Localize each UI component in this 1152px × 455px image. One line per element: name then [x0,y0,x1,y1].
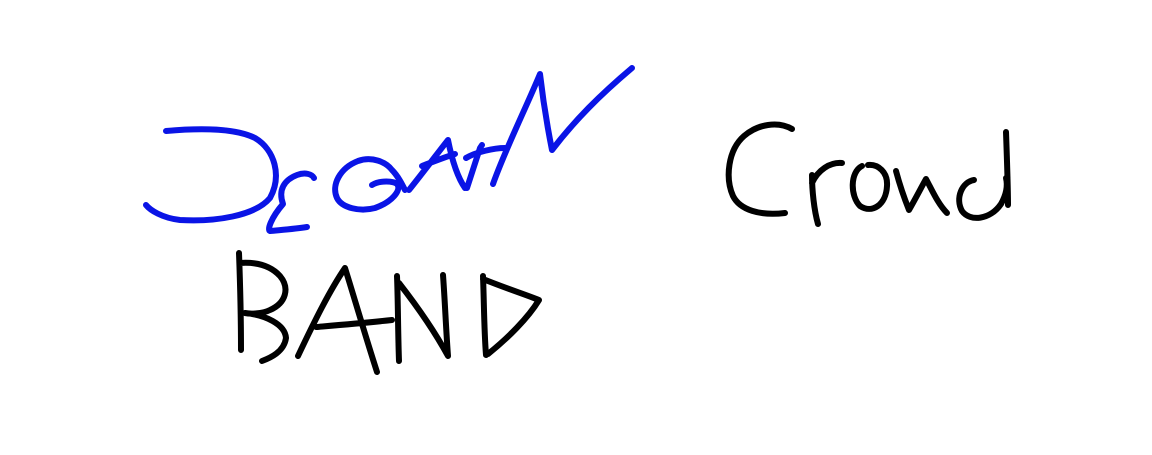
band-stroke-a [298,268,392,372]
handwritten-word-band [239,253,539,372]
band-stroke-d [483,276,539,355]
crowd-stroke-r [812,163,842,224]
handwritten-word-crowd [729,125,1008,224]
ocean-stroke-n [467,68,632,188]
handwritten-word-ocean [146,68,632,231]
band-stroke-n [397,275,448,361]
crowd-stroke-o [853,165,887,209]
crowd-stroke-d [959,132,1008,218]
crowd-stroke-w [896,171,947,213]
band-stroke-b [239,253,286,361]
ocean-stroke-e [335,159,405,209]
ocean-stroke-n-cross [466,148,505,158]
ocean-stroke-a [409,140,465,190]
ocean-stroke-o [146,129,276,220]
crowd-stroke-c [729,125,792,214]
